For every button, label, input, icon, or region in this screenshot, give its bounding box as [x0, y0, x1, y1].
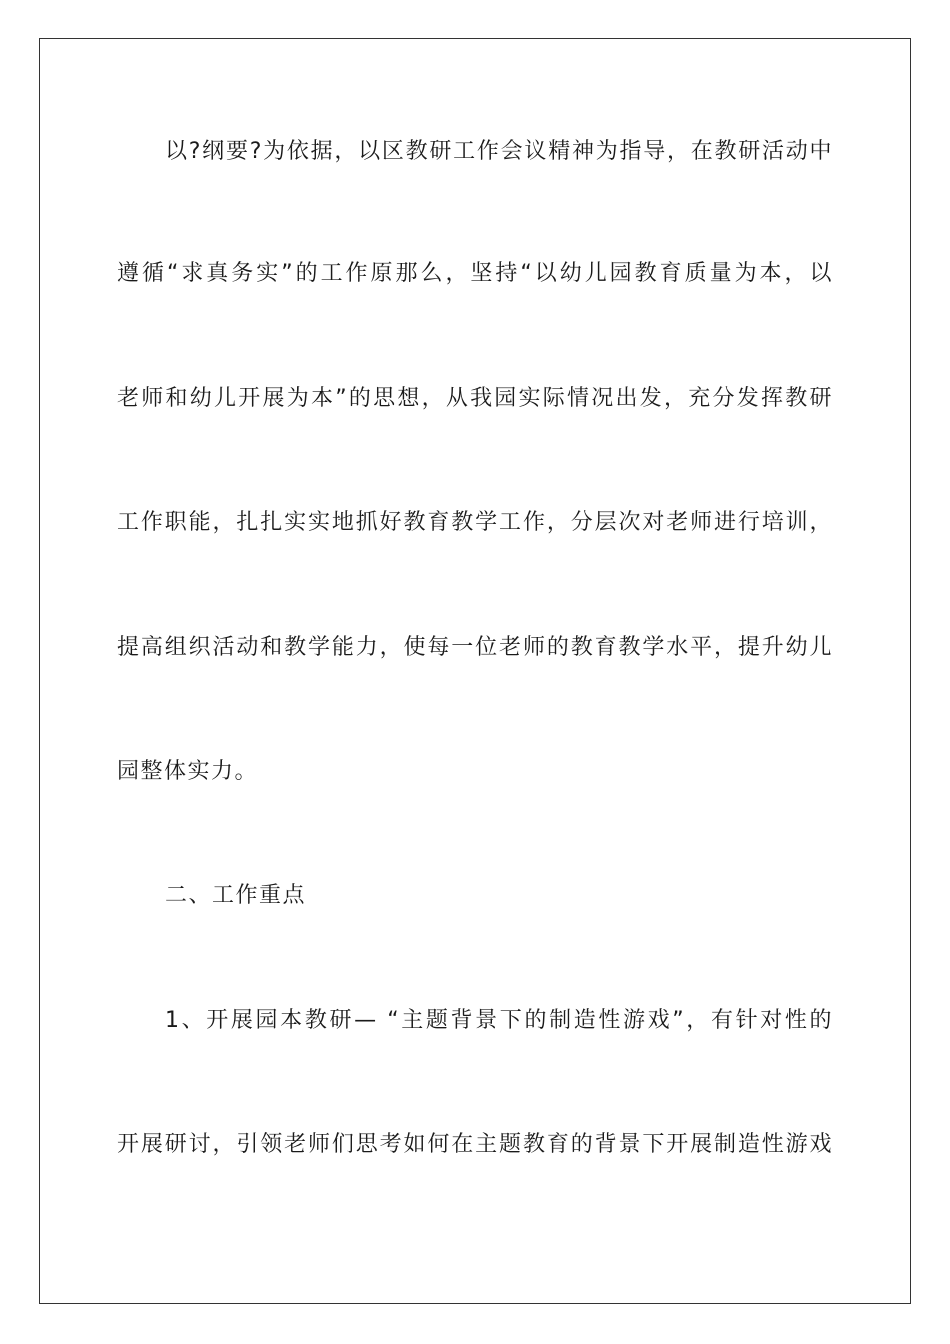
paragraph-2-line-1: 1、开展园本教研— “主题背景下的制造性游戏”，有针对性的	[165, 1008, 833, 1033]
paragraph-1-line-1: 以?纲要?为依据，以区教研工作会议精神为指导，在教研活动中	[165, 139, 833, 164]
paragraph-1-line-3: 老师和幼儿开展为本”的思想，从我园实际情况出发，充分发挥教研	[117, 386, 833, 411]
section-heading: 二、工作重点	[165, 883, 307, 908]
paragraph-1-line-4: 工作职能，扎扎实实地抓好教育教学工作，分层次对老师进行培训，	[117, 510, 833, 535]
page-frame	[39, 38, 911, 1304]
paragraph-2-line-2: 开展研讨，引领老师们思考如何在主题教育的背景下开展制造性游戏	[117, 1132, 833, 1157]
paragraph-1-line-5: 提高组织活动和教学能力，使每一位老师的教育教学水平，提升幼儿	[117, 635, 833, 660]
paragraph-1-line-2: 遵循“求真务实”的工作原那么，坚持“以幼儿园教育质量为本，以	[117, 261, 833, 286]
paragraph-1-line-6: 园整体实力。	[117, 759, 259, 784]
